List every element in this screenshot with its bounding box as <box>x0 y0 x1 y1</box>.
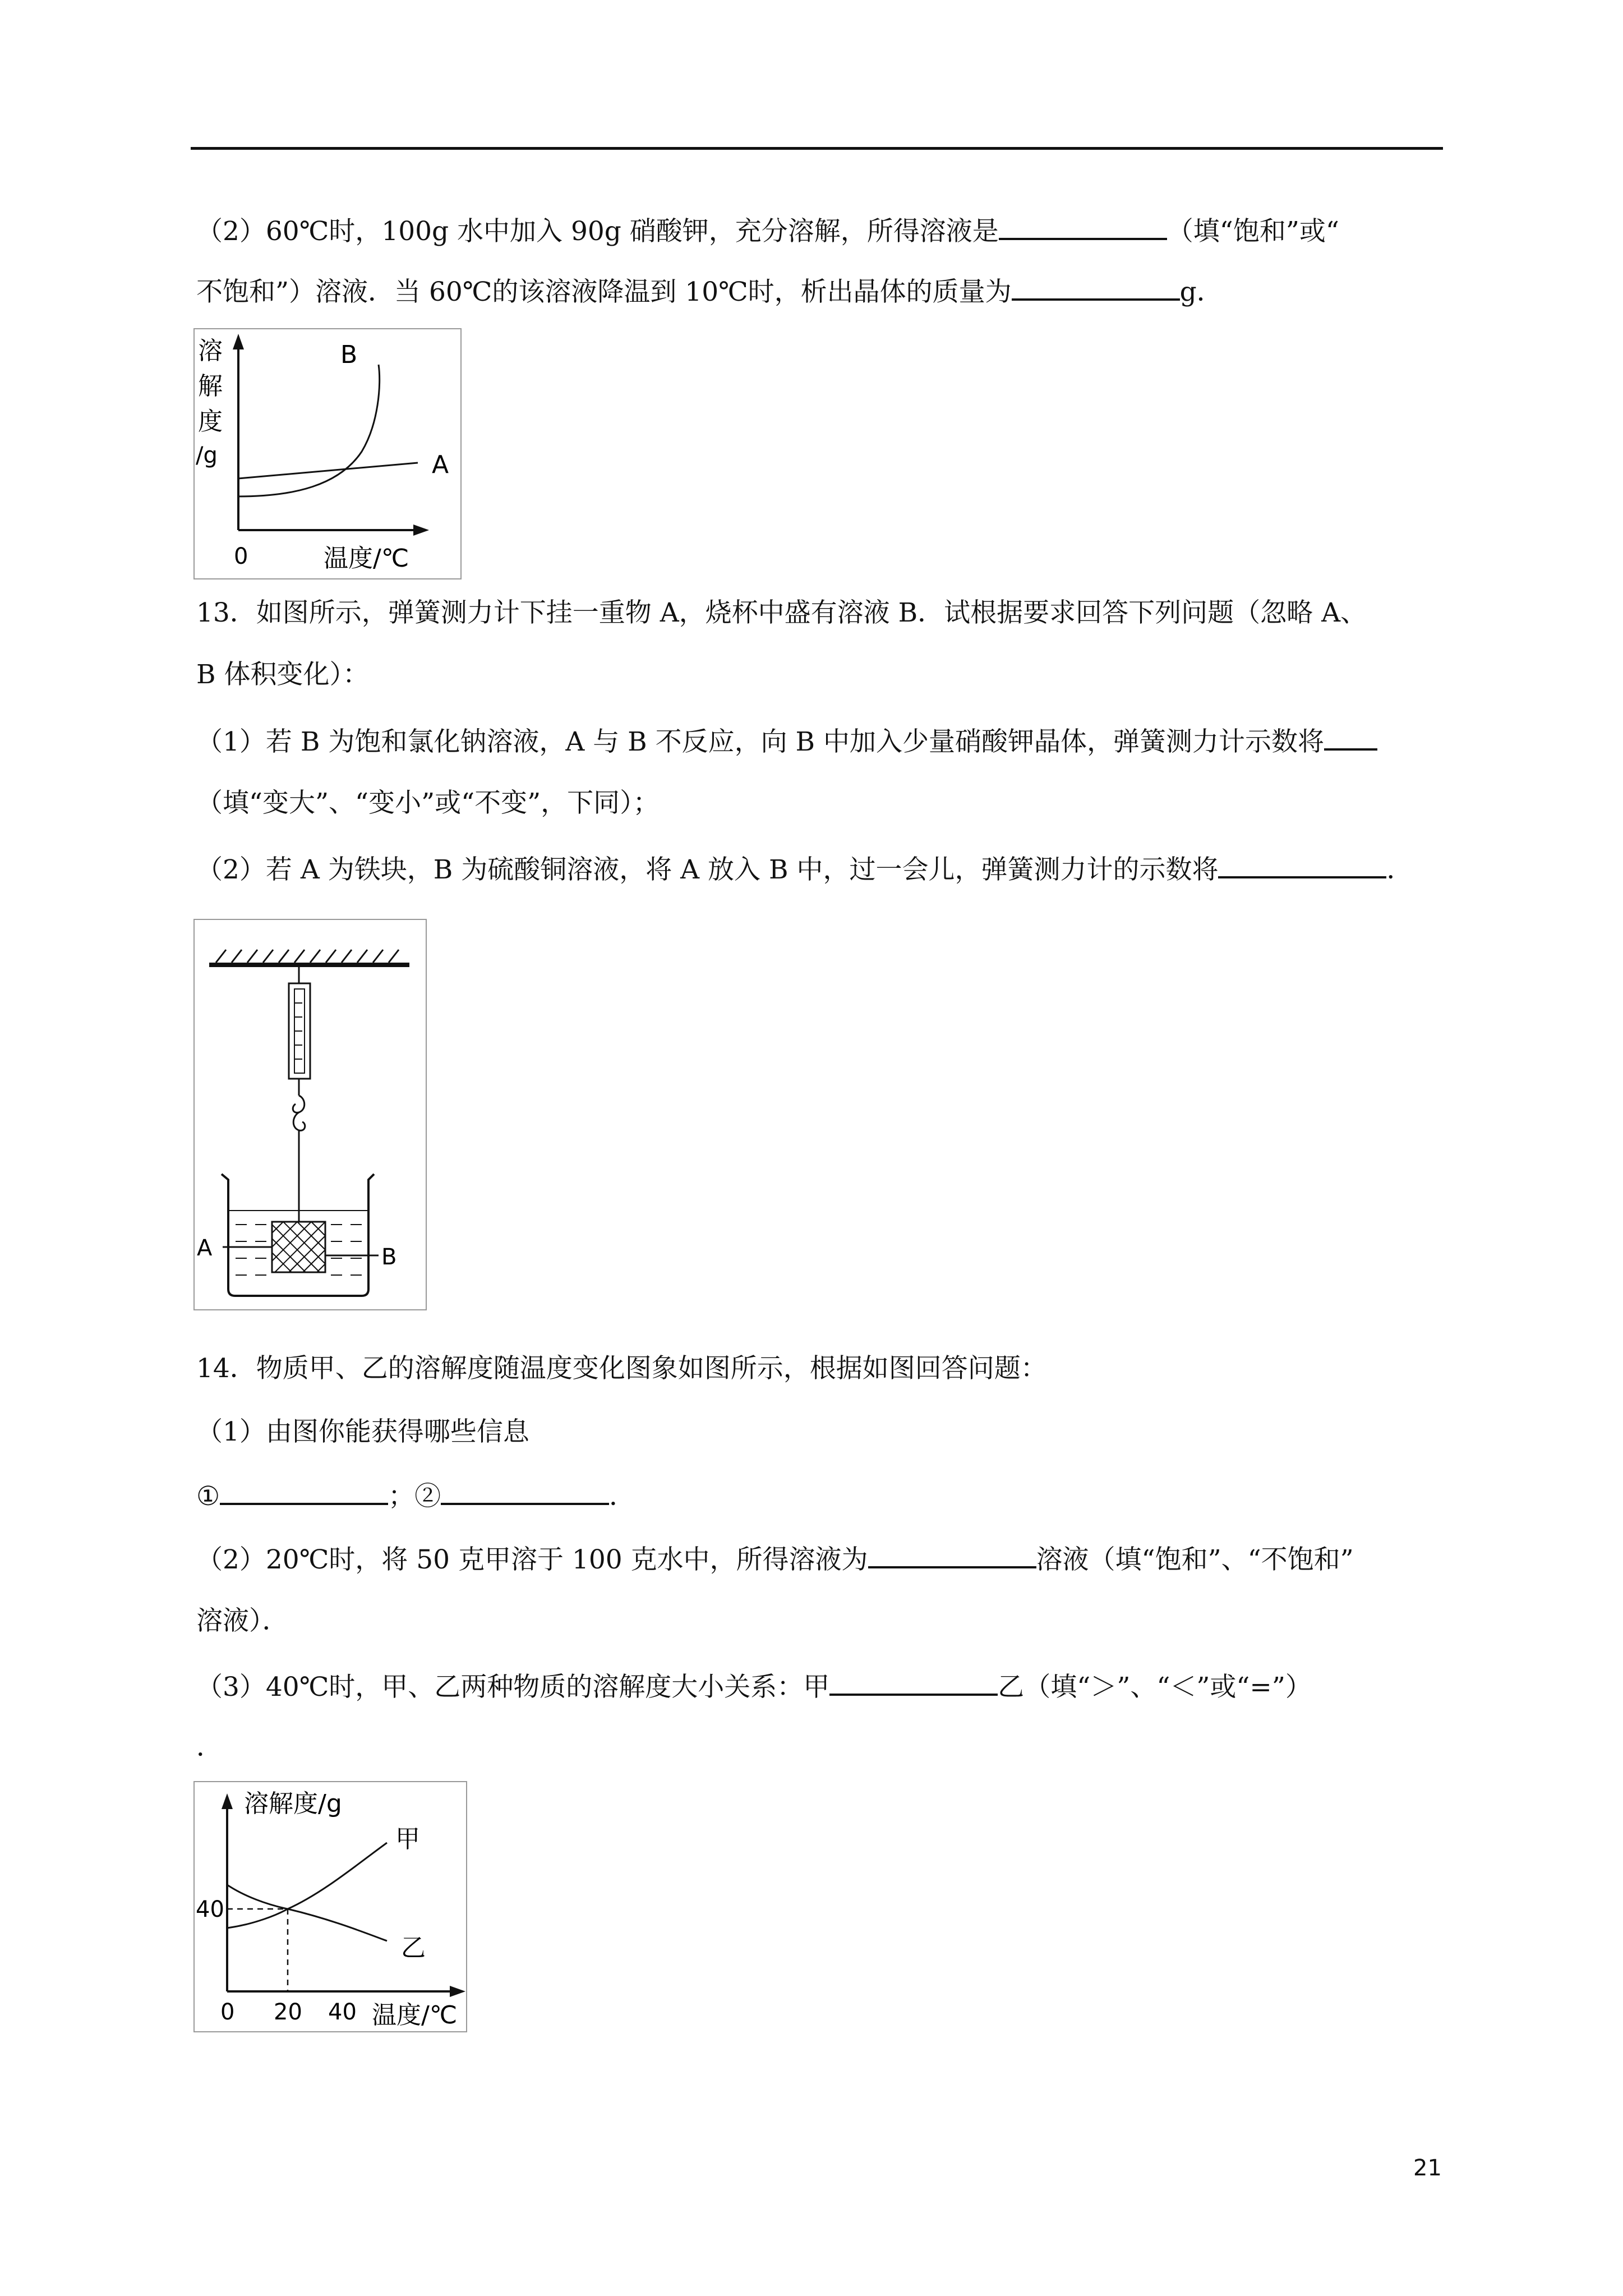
q14-text: ；② <box>388 1481 441 1512</box>
q12-text: g． <box>1179 277 1223 307</box>
answer-blank <box>868 1542 1036 1568</box>
x-label: 温度/℃ <box>324 544 409 573</box>
answer-blank <box>829 1669 998 1696</box>
answer-blank <box>1218 852 1386 878</box>
q14-text: 乙（填“＞”、“＜”或“=”） <box>998 1672 1312 1703</box>
q13-text: 13．如图所示，弹簧测力计下挂一重物 A，烧杯中盛有溶液 B．试根据要求回答下列问题（忽略 A、 <box>196 597 1367 628</box>
answer-blank <box>1324 724 1377 751</box>
q14-text: ． <box>609 1481 636 1512</box>
q13-line2 <box>196 658 1453 692</box>
q14-part2-line2 <box>196 1604 1453 1638</box>
y-tick-40: 40 <box>196 1897 224 1922</box>
x-tick-20: 20 <box>274 1999 302 2025</box>
q13-line1 <box>196 596 1453 630</box>
q12-solubility-figure <box>193 328 463 581</box>
q14-text: （3）40℃时，甲、乙两种物质的溶解度大小关系：甲 <box>196 1672 830 1703</box>
q12-text: （2）60℃时，100g 水中加入 90g 硝酸钾，充分溶解，所得溶液是 <box>196 216 999 247</box>
series-yi-label: 乙 <box>401 1934 426 1962</box>
q13-text: （2）若 A 为铁块，B 为硫酸铜溶液，将 A 放入 B 中，过一会儿，弹簧测力计的示数将 <box>196 854 1219 885</box>
q13-text: （1）若 B 为饱和氯化钠溶液，A 与 B 不反应，向 B 中加入少量硝酸钾晶体，弹簧测力计示数将 <box>196 726 1325 757</box>
q12-part2-line2 <box>196 274 1453 309</box>
curve-a-label: A <box>432 450 449 479</box>
y-label: 溶解度/g <box>244 1789 342 1818</box>
answer-blank <box>999 213 1167 240</box>
page-number: 21 <box>1413 2155 1442 2181</box>
q13-text: ． <box>1386 854 1413 885</box>
q13-spring-balance-figure <box>193 919 429 1312</box>
series-jia-label: 甲 <box>395 1825 420 1853</box>
answer-blank <box>441 1478 609 1505</box>
label-a: A <box>197 1235 213 1261</box>
y-label-char: 度 <box>198 407 223 436</box>
q14-line1 <box>196 1352 1453 1386</box>
q14-text: 14．物质甲、乙的溶解度随温度变化图象如图所示，根据如图回答问题： <box>196 1353 1047 1384</box>
q13-text: B 体积变化）： <box>196 659 369 690</box>
answer-blank <box>220 1478 388 1505</box>
y-label-char: 溶 <box>198 337 223 365</box>
q14-text: ． <box>196 1732 223 1763</box>
q14-text: （1）由图你能获得哪些信息 <box>196 1416 529 1447</box>
origin-label: 0 <box>234 544 248 569</box>
q13-part2-line <box>196 852 1453 887</box>
label-b: B <box>381 1244 397 1270</box>
y-label-char: 解 <box>198 372 223 401</box>
q12-part2-line1 <box>196 213 1453 249</box>
q14-part3-line1 <box>196 1669 1453 1704</box>
q13-text: （填“变大”、“变小”或“不变”，下同）； <box>196 788 660 818</box>
x-tick-0: 0 <box>220 1999 235 2025</box>
q14-part2-line1 <box>196 1542 1453 1577</box>
q14-part1 <box>196 1415 1453 1449</box>
q14-part3-line2 <box>196 1731 1453 1764</box>
q13-part1-line1 <box>196 724 1453 759</box>
q14-text: （2）20℃时，将 50 克甲溶于 100 克水中，所得溶液为 <box>196 1544 868 1575</box>
x-label: 温度/℃ <box>372 2001 458 2030</box>
q14-part1-items <box>196 1478 1453 1513</box>
q14-solubility-figure <box>193 1781 468 2033</box>
answer-blank <box>1012 274 1180 301</box>
q12-text: 不饱和”）溶液．当 60℃的该溶液降温到 10℃时，析出晶体的质量为 <box>196 277 1012 307</box>
y-unit: /g <box>196 443 218 468</box>
x-tick-40: 40 <box>328 1999 357 2025</box>
q13-part1-line2 <box>196 786 1453 820</box>
q14-text: ① <box>196 1481 220 1512</box>
header-rule <box>191 147 1443 150</box>
q14-text: 溶液）． <box>196 1605 289 1636</box>
q12-text: （填“饱和”或“ <box>1166 216 1339 247</box>
q14-text: 溶液（填“饱和”、“不饱和” <box>1036 1544 1354 1575</box>
curve-b-label: B <box>340 341 358 369</box>
